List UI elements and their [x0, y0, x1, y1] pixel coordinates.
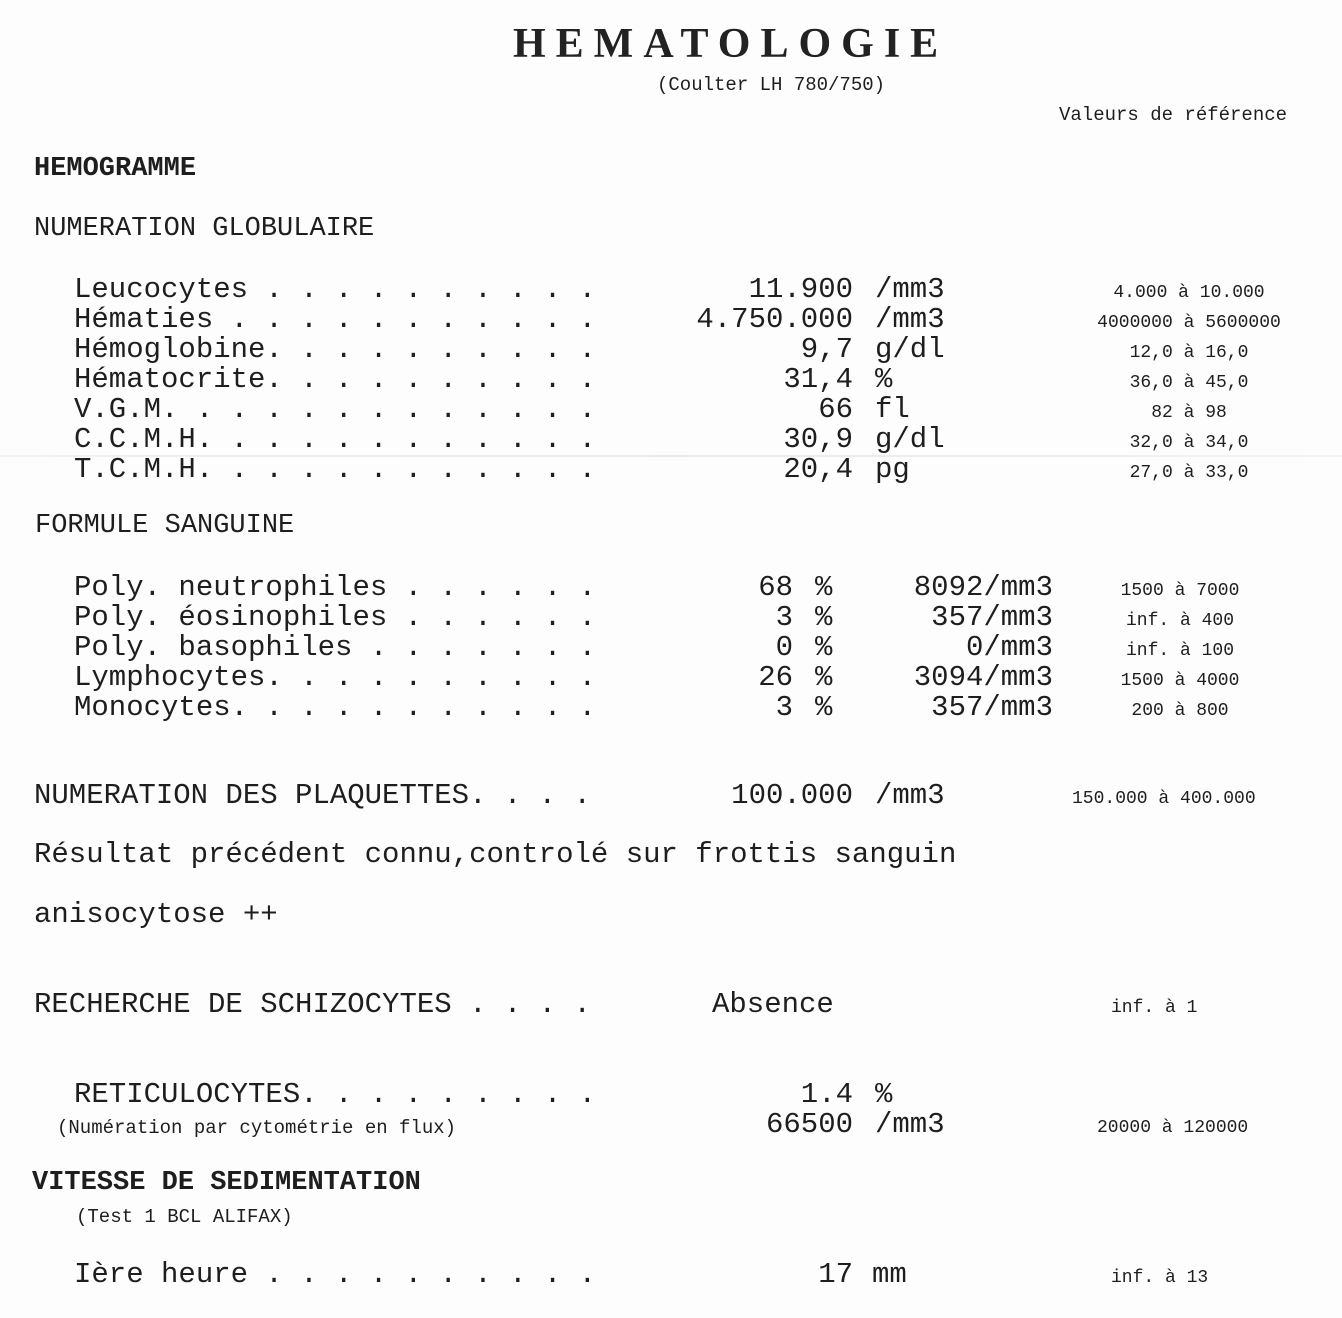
formule-row-abs: 357/mm3 [931, 691, 1053, 724]
formule-row-ref: 200 à 800 [1131, 701, 1229, 721]
vs-method: (Test 1 BCL ALIFAX) [76, 1206, 293, 1228]
numeration-row-ref: 32,0 à 34,0 [1129, 433, 1249, 453]
formule-row-ref: 1500 à 7000 [1120, 581, 1240, 601]
numeration-row-ref: 82 à 98 [1151, 403, 1227, 423]
formule-row-abs: 357/mm3 [931, 601, 1053, 634]
numeration-row-ref: 12,0 à 16,0 [1129, 343, 1249, 363]
schizocytes-ref: inf. à 1 [1111, 998, 1198, 1018]
formule-row-pct-unit: % [815, 691, 833, 724]
reticulocytes-method: (Numération par cytométrie en flux) [57, 1117, 457, 1139]
schizocytes-label: RECHERCHE DE SCHIZOCYTES . . . . [34, 988, 591, 1021]
numeration-row-unit: % [875, 363, 893, 396]
anisocytose-comment: anisocytose ++ [34, 898, 278, 931]
numeration-row-unit: fl [875, 393, 910, 426]
numeration-row-ref: 4000000 à 5600000 [1097, 313, 1281, 333]
numeration-row-unit: g/dl [875, 333, 945, 366]
numeration-row-name: Leucocytes . . . . . . . . . . [74, 273, 597, 306]
numeration-row-unit: /mm3 [875, 303, 945, 336]
formule-row-pct-unit: % [815, 571, 833, 604]
numeration-row-ref: 27,0 à 33,0 [1129, 463, 1249, 483]
formule-row-name: Poly. éosinophiles . . . . . . [74, 601, 597, 634]
numeration-row-name: Hémoglobine. . . . . . . . . . [74, 333, 597, 366]
reticulocytes-pct-unit: % [875, 1078, 893, 1111]
formule-row-pct: 3 [775, 691, 793, 724]
formule-row-pct: 0 [775, 631, 793, 664]
formule-row-pct-unit: % [815, 601, 833, 634]
reference-values-header: Valeurs de référence [1059, 104, 1288, 126]
plaquettes-unit: /mm3 [875, 779, 945, 812]
formule-row-name: Poly. basophiles . . . . . . . [74, 631, 597, 664]
formule-row-abs: 8092/mm3 [913, 571, 1053, 604]
numeration-row-value: 4.750.000 [696, 303, 853, 336]
numeration-row-ref: 36,0 à 45,0 [1129, 373, 1249, 393]
reticulocytes-pct-value: 1.4 [800, 1078, 853, 1111]
formule-row-pct: 26 [758, 661, 793, 694]
vs-ref: inf. à 13 [1111, 1268, 1209, 1288]
vs-value: 17 [818, 1258, 853, 1291]
section-vitesse-sedimentation: VITESSE DE SEDIMENTATION [32, 1168, 421, 1198]
numeration-row-unit: /mm3 [875, 273, 945, 306]
section-formule-sanguine: FORMULE SANGUINE [35, 511, 295, 541]
formule-row-name: Poly. neutrophiles . . . . . . [74, 571, 597, 604]
numeration-row-name: C.C.M.H. . . . . . . . . . . . [74, 423, 597, 456]
numeration-row-value: 11.900 [748, 273, 853, 306]
formule-row-name: Monocytes. . . . . . . . . . . [74, 691, 597, 724]
numeration-row-ref: 4.000 à 10.000 [1113, 283, 1265, 303]
reticulocytes-abs-unit: /mm3 [875, 1108, 945, 1141]
numeration-row-value: 66 [818, 393, 853, 426]
vs-row-label: Ière heure . . . . . . . . . . [74, 1258, 597, 1291]
plaquettes-value: 100.000 [731, 779, 853, 812]
numeration-row-name: Hématies . . . . . . . . . . . [74, 303, 597, 336]
numeration-row-value: 31,4 [783, 363, 853, 396]
numeration-row-unit: g/dl [875, 423, 945, 456]
formule-row-name: Lymphocytes. . . . . . . . . . [74, 661, 597, 694]
numeration-row-value: 30,9 [783, 423, 853, 456]
numeration-row-name: T.C.M.H. . . . . . . . . . . . [74, 453, 597, 486]
numeration-row-name: Hématocrite. . . . . . . . . . [74, 363, 597, 396]
formule-row-pct: 68 [758, 571, 793, 604]
formule-row-pct: 3 [775, 601, 793, 634]
formule-row-ref: inf. à 400 [1125, 611, 1235, 631]
schizocytes-value: Absence [712, 988, 834, 1021]
formule-row-pct-unit: % [815, 631, 833, 664]
formule-row-ref: 1500 à 4000 [1120, 671, 1240, 691]
plaquettes-ref: 150.000 à 400.000 [1072, 789, 1256, 809]
analyzer-subtitle: (Coulter LH 780/750) [657, 74, 886, 96]
plaquettes-label: NUMERATION DES PLAQUETTES. . . . [34, 779, 591, 812]
numeration-row-name: V.G.M. . . . . . . . . . . . . [74, 393, 597, 426]
formule-row-pct-unit: % [815, 661, 833, 694]
numeration-row-unit: pg [875, 453, 910, 486]
section-hemogramme: HEMOGRAMME [34, 154, 197, 184]
section-numeration-globulaire: NUMERATION GLOBULAIRE [34, 214, 375, 244]
numeration-row-value: 9,7 [800, 333, 853, 366]
numeration-row-value: 20,4 [783, 453, 853, 486]
plaquettes-comment: Résultat précédent connu,controlé sur frottis sanguin [34, 838, 957, 871]
formule-row-abs: 3094/mm3 [913, 661, 1053, 694]
reticulocytes-label: RETICULOCYTES. . . . . . . . . [74, 1078, 597, 1111]
reticulocytes-abs-value: 66500 [765, 1108, 853, 1141]
vs-unit: mm [872, 1258, 907, 1291]
formule-row-ref: inf. à 100 [1125, 641, 1235, 661]
page-title: HEMATOLOGIE [513, 21, 949, 67]
reticulocytes-ref: 20000 à 120000 [1097, 1118, 1249, 1138]
formule-row-abs: 0/mm3 [965, 631, 1053, 664]
